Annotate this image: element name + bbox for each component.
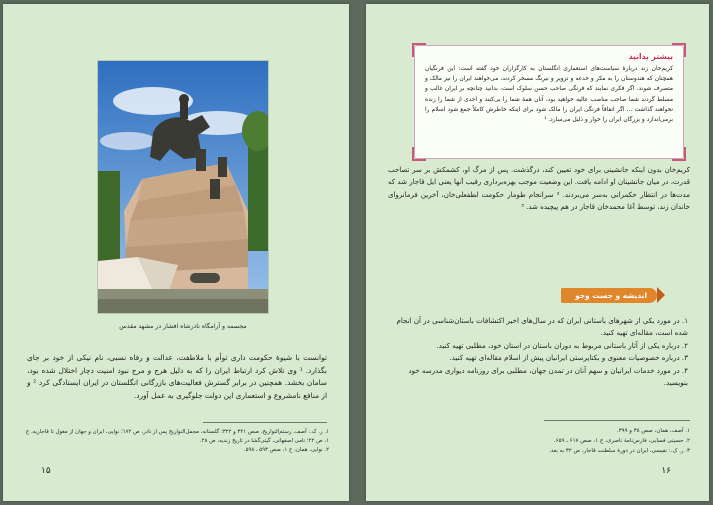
- left-page: [3, 4, 349, 501]
- footnote-divider: [544, 420, 690, 421]
- monument-photo: [97, 60, 269, 314]
- did-you-know-box: [414, 45, 684, 159]
- right-page: [366, 4, 709, 501]
- footnote-item: ۱. ر. ک.: آصف، رستم‌التواریخ، صص ۳۲۱ و ۳۲۲؛ گلستانه، مجمل‌التواریخ پس از نادر، ص ۱۷۲؛ نوایی، ایران و جهان از مغول تا قاجاریه، ج ۱، ص ۲۲؛ نامی اصفهانی، گیتی‌گشا در تاریخ زندیه، ص ۲۸.: [25, 429, 329, 445]
- corner-ornament: [672, 43, 686, 57]
- body-paragraph: توانست با شیوهٔ حکومت داری توأم با ملاطفت، عدالت و رفاه نسبی، نام نیکی از خود بر جای بگذارد. ¹ وی تلاش کرد ارتباط ایران را که به دلیل هرج و مرج نبود امنیت دچار اختلال شده بود، سامان بخشد. همچنین در برابر گسترش فعالیت‌های بازرگانی انگلستان در ایران ایستادگی کرد ² و از منافع نامشروع و استعماری این دولت جلوگیری به عمل آورد.: [27, 353, 327, 400]
- footnotes: [25, 428, 329, 456]
- section-title: اندیشه و جست وجو: [561, 288, 657, 303]
- body-paragraph: کریم‌خان بدون اینکه جانشینی برای خود تعیین کند، درگذشت. پس از مرگ او، کشمکش بر سر تصاحب قدرت، در میان جانشینان او ادامه یافت. این وضعیت موجب بهره‌برداری رقیب آنها یعنی ایل قاجار شد که مدت‌ها در انتظار حکمرانی به‌سر می‌بردند. ² سرانجام طومار حکومت لطفعلی‌خان، آخرین فرمانروای خاندان زند، توسط آغا محمدخان قاجار در هم پیچیده شد. ³: [388, 166, 690, 211]
- corner-ornament: [412, 43, 426, 57]
- question-item: ۱. در مورد یکی از شهرهای باستانی ایران که در سال‌های اخیر اکتشافات باستان‌شناسی در آن انجام شده است، مقاله‌ای تهیه کنید.: [396, 316, 688, 338]
- callout-title: بیشتر بدانید: [628, 52, 673, 61]
- section-marker: [657, 287, 665, 303]
- footnotes: [388, 426, 690, 456]
- question-item: ۲. درباره یکی از آثار باستانی مربوط به دوران باستان در استان خود، مطلبی تهیه کنید.: [436, 340, 688, 350]
- question-list: [392, 315, 688, 389]
- corner-ornament: [412, 147, 426, 161]
- footnote-item: ۲. نوایی، همان، ج ۱، صص ۵۹۳ ـ ۵۹۸.: [243, 447, 329, 454]
- footnote-item: ۲. حسینی فسایی، فارس‌نامهٔ ناصری، ج ۱، صص ۶۱۷ ـ ۶۵۹.: [553, 438, 690, 444]
- section-heading: [561, 287, 667, 303]
- footnote-item: ۱. آصف، همان، صص ۳۸ و ۳۹۹.: [616, 428, 690, 434]
- page-number: ۱۵: [41, 466, 51, 476]
- corner-ornament: [672, 147, 686, 161]
- page-number: ۱۶: [661, 466, 671, 476]
- footnote-divider: [203, 422, 327, 423]
- question-item: ۴. در مورد خدمات ایرانیان و سهم آنان در تمدن جهان، مطلبی برای روزنامه دیواری مدرسه خود بنویسید.: [408, 365, 688, 388]
- footnote-item: ۳. ر. ک.: نفیسی، ایران در دورهٔ سلطنت قاجار، ص ۳۲ به بعد.: [549, 448, 690, 454]
- photo-caption: مجسمه و آرامگاه نادرشاه افشار در مشهد مقدس: [119, 323, 247, 330]
- callout-text: کریم‌خان زند دربارهٔ سیاست‌های استعماری انگلستان به کارگزاران خود گفته است: این فرنگیان همچنان که هندوستان را به مکر و خدعه و تزویر و نیرنگ مسخر کردند، می‌خواهند ایران را نیز مالک و متصرف شوند. اگر فکری نمایند که فرنگی صاحب حسن سلوک است، بدانید چنانچه بر ایران غالب و مسلط گردند شما صاحب مناصب عالیه خواهید بود، آنان همهٔ شما را بی‌کنند و احدی از شما را زنده نخواهند گذاشت ... اگر اتفاقاً فرنگی ایران را مالک شود برای اینکه خاطرش کاملاً جمع شود اسلام را برمی‌اندازد و بزرگان ایران را خوار و ذلیل می‌سازد. ¹: [425, 66, 673, 124]
- question-item: ۳. درباره خصوصیات معنوی و بکتاپرستی ایرانیان پیش از اسلام مقاله‌ای تهیه کنید.: [449, 353, 688, 363]
- nader-shah-monument-image: [98, 61, 268, 313]
